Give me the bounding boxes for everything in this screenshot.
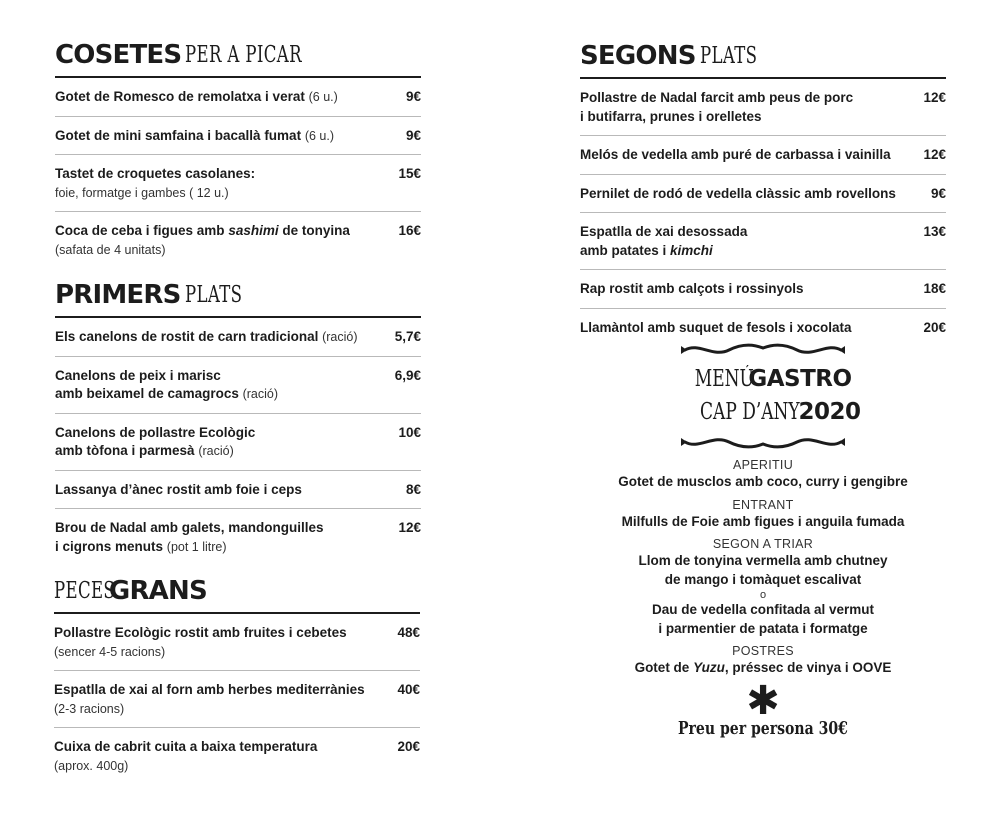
item-note: (pot 1 litre) xyxy=(166,539,227,554)
item-price: 16€ xyxy=(398,223,421,238)
item-name: Cuixa de cabrit cuita a baixa temperatura xyxy=(54,739,318,754)
item-price: 12€ xyxy=(923,147,946,162)
item-name-2: amb beixamel de camagrocs xyxy=(55,386,239,401)
section-title-light: PLATS xyxy=(184,282,242,308)
item-note: foie, formatge i gambes ( 12 u.) xyxy=(55,185,229,200)
item-price: 20€ xyxy=(923,319,946,335)
section-title-light: PLATS xyxy=(699,43,758,69)
menu-item xyxy=(55,509,421,565)
item-name: Melós de vedella amb puré de carbassa i vainilla xyxy=(580,147,891,162)
section-cosetes xyxy=(55,32,421,268)
item-name: Pollastre de Nadal farcit amb peus de porc xyxy=(580,90,854,105)
item-price: 12€ xyxy=(398,520,421,535)
item-price: 48€ xyxy=(397,625,420,640)
entrant-dish: Milfulls de Foie amb figues i anguila fumada xyxy=(621,513,905,529)
section-title-bold: PRIMERS xyxy=(55,280,181,310)
segon-label: SEGON A TRIAR xyxy=(712,537,814,551)
item-price: 9€ xyxy=(930,185,946,201)
item-name: Els canelons de rostit de carn tradicional xyxy=(55,329,319,344)
menu-item xyxy=(55,471,421,510)
item-price: 8€ xyxy=(405,481,421,497)
item-price: 20€ xyxy=(397,739,420,754)
item-name: Gotet de Romesco de remolatxa i verat xyxy=(55,89,305,104)
item-name: Canelons de pollastre Ecològic xyxy=(55,424,256,440)
segon-option-2-line-1: Dau de vedella confitada al vermut xyxy=(651,602,875,617)
item-name: Gotet de mini samfaina i bacallà fumat xyxy=(55,127,302,143)
item-price: 5,7€ xyxy=(394,329,421,344)
menu-item xyxy=(580,136,946,175)
item-name: Lassanya d’ànec rostit amb foie i ceps xyxy=(55,481,302,497)
postres-label: POSTRES xyxy=(732,644,794,658)
segon-option-1-line-2: de mango i tomàquet escalivat xyxy=(664,571,862,587)
item-name: Pollastre Ecològic rostit amb fruites i cebetes xyxy=(54,625,347,640)
section-title-light: PER A PICAR xyxy=(185,42,303,68)
item-name-2: i butifarra, prunes i orelletes xyxy=(580,108,762,124)
price-per-person: Preu per persona 30€ xyxy=(678,717,848,739)
item-note: (safata de 4 unitats) xyxy=(55,242,166,257)
menu-item xyxy=(54,614,420,671)
section-header xyxy=(54,568,420,614)
item-note: (ració) xyxy=(242,387,279,401)
gastro-title-light-1: MENÚ xyxy=(695,366,755,392)
menu-item xyxy=(55,357,421,414)
gastro-title-bold-1: GASTRO xyxy=(748,366,852,392)
item-price: 10€ xyxy=(398,424,421,440)
item-price: 9€ xyxy=(405,127,421,143)
item-price: 6,9€ xyxy=(394,367,421,383)
item-name-2: amb tòfona i parmesà xyxy=(55,443,195,458)
segon-option-2-line-2: i parmentier de patata i formatge xyxy=(658,620,868,636)
item-name: Espatlla de xai al forn amb herbes mediterrànies xyxy=(54,682,365,697)
item-name: Llamàntol amb suquet de fesols i xocolata xyxy=(580,319,852,335)
item-name: Brou de Nadal amb galets, mandonguilles xyxy=(55,520,324,535)
menu-item xyxy=(54,728,420,784)
section-primers xyxy=(55,272,421,565)
item-note: (6 u.) xyxy=(304,128,335,143)
section-peces xyxy=(54,568,420,784)
gastro-title-light-2: CAP D’ANY xyxy=(700,399,801,425)
menu-item xyxy=(580,270,946,309)
item-price: 40€ xyxy=(397,682,420,697)
menu-list xyxy=(55,78,421,268)
gastro-title xyxy=(580,364,946,430)
menu-item xyxy=(580,175,946,214)
item-note: (sencer 4-5 racions) xyxy=(54,644,166,659)
segon-option-1-line-1: Llom de tonyina vermella amb chutney xyxy=(638,553,888,568)
gastro-title-bold-2: 2020 xyxy=(798,399,861,425)
menu-item xyxy=(54,671,420,728)
menu-item xyxy=(55,212,421,268)
item-price: 9€ xyxy=(405,89,421,104)
item-price: 12€ xyxy=(923,90,946,105)
item-note: (2-3 racions) xyxy=(54,701,125,716)
section-header xyxy=(55,272,421,318)
menu-list xyxy=(580,79,946,346)
item-name: Espatlla de xai desossada xyxy=(580,224,748,239)
item-price: 13€ xyxy=(923,224,946,239)
item-name-2: amb patates i kimchi xyxy=(580,242,713,258)
menu-item xyxy=(55,78,421,117)
flourish-top-ornament xyxy=(679,340,847,360)
section-header xyxy=(55,32,421,78)
item-name: Canelons de peix i marisc xyxy=(55,367,221,383)
menu-item xyxy=(580,213,946,270)
right-column xyxy=(580,0,946,335)
postres-dish: Gotet de Yuzu, préssec de vinya i OOVE xyxy=(634,660,892,675)
menu-list xyxy=(55,318,421,565)
aperitiu-label: APERITIU xyxy=(732,458,794,472)
menu-item xyxy=(55,117,421,156)
section-title-light: PECES xyxy=(54,578,116,604)
asterisk-icon: ✱ xyxy=(746,677,780,724)
item-name: Coca de ceba i figues amb sashimi de tonyina xyxy=(55,223,350,238)
item-name: Rap rostit amb calçots i rossinyols xyxy=(580,281,804,296)
menu-item xyxy=(55,155,421,212)
item-note: (aprox. 400g) xyxy=(54,758,129,773)
aperitiu-dish: Gotet de musclos amb coco, curry i gengibre xyxy=(618,474,908,489)
section-title-bold: GRANS xyxy=(108,576,207,606)
section-header xyxy=(580,33,946,79)
entrant-label: ENTRANT xyxy=(732,497,794,512)
flourish-bottom-ornament xyxy=(679,432,847,452)
section-title-bold: COSETES xyxy=(55,40,182,70)
item-name-2: i cigrons menuts xyxy=(55,538,164,554)
menu-list xyxy=(54,614,420,784)
or-separator: o xyxy=(759,589,767,601)
menu-item xyxy=(55,414,421,471)
item-price: 18€ xyxy=(923,281,946,296)
item-price: 15€ xyxy=(398,166,421,181)
menu-item xyxy=(580,79,946,136)
menu-item xyxy=(55,318,421,357)
section-title-bold: SEGONS xyxy=(580,41,696,71)
gastro-menu xyxy=(580,340,946,739)
item-note: (ració) xyxy=(198,444,234,458)
item-note: (6 u.) xyxy=(308,90,338,104)
left-column xyxy=(55,0,421,818)
item-name: Tastet de croquetes casolanes: xyxy=(55,166,256,181)
section-segons xyxy=(580,33,946,346)
item-note: (ració) xyxy=(322,330,358,344)
item-name: Pernilet de rodó de vedella clàssic amb rovellons xyxy=(580,185,896,201)
